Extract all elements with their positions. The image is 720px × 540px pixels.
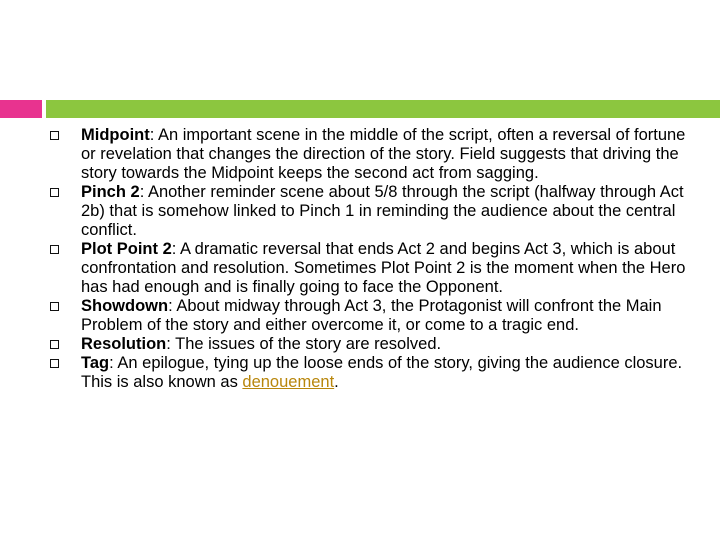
definition-showdown: : About midway through Act 3, the Protagonist will confront the Main Problem of the story and either overcome it, or come to a tragic end. (81, 297, 662, 334)
definition-pinch-2: : Another reminder scene about 5/8 through the script (halfway through Act 2b) that is somehow linked to Pinch 1 in reminding the audience about the central conflict. (81, 183, 684, 239)
square-bullet-icon (50, 245, 59, 254)
term-pinch-2: Pinch 2 (81, 183, 140, 201)
square-bullet-icon (50, 340, 59, 349)
term-plot-point-2: Plot Point 2 (81, 240, 172, 258)
definition-resolution: : The issues of the story are resolved. (166, 335, 442, 353)
definition-plot-point-2: : A dramatic reversal that ends Act 2 and begins Act 3, which is about confrontation and resolution. Sometimes Plot Point 2 is the moment when the Hero has had enough and is finally going to face the Opponent. (81, 240, 686, 296)
definition-tag: : An epilogue, tying up the loose ends of the story, giving the audience closure. This is also known as (81, 354, 683, 391)
term-resolution: Resolution (81, 335, 167, 353)
denouement-link[interactable]: denouement (242, 373, 335, 391)
list-item-pinch-2 (50, 183, 690, 240)
list-item-showdown (50, 297, 690, 335)
bullet-list (50, 126, 690, 392)
square-bullet-icon (50, 302, 59, 311)
square-bullet-icon (50, 131, 59, 140)
square-bullet-icon (50, 359, 59, 368)
term-midpoint: Midpoint (81, 126, 150, 144)
list-item-resolution (50, 335, 690, 354)
list-item-plot-point-2 (50, 240, 690, 297)
term-tag: Tag (81, 354, 110, 372)
list-item-tag (50, 354, 690, 392)
list-item-midpoint (50, 126, 690, 183)
definition-tag-end: . (334, 373, 339, 391)
square-bullet-icon (50, 188, 59, 197)
term-showdown: Showdown (81, 297, 169, 315)
header-accent-green (46, 100, 720, 118)
definition-midpoint: : An important scene in the middle of the script, often a reversal of fortune or revelation that changes the direction of the story. Field suggests that driving the story towards the Midpoint keeps the second act from sagging. (81, 126, 686, 182)
header-accent-pink (0, 100, 42, 118)
